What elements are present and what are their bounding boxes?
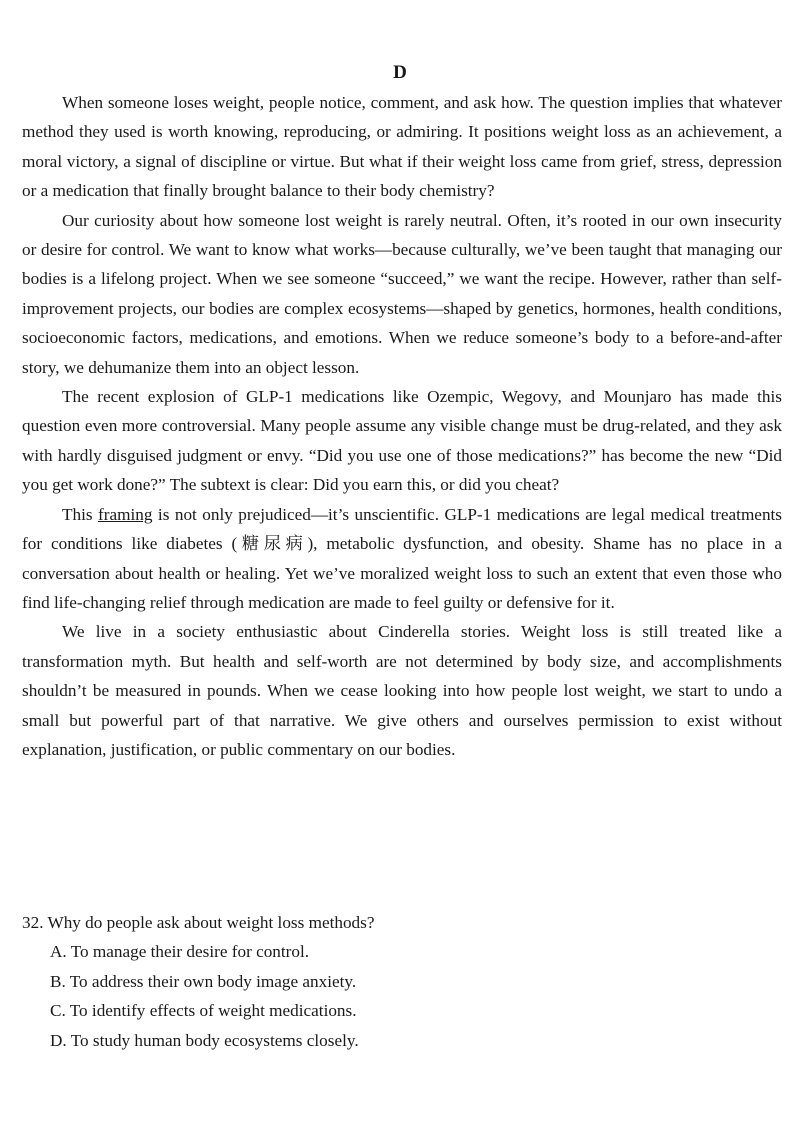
reading-passage	[22, 88, 782, 764]
passage-paragraph-4	[22, 500, 782, 618]
option-d[interactable]: D. To study human body ecosystems closely.	[50, 1030, 359, 1050]
section-heading: D	[393, 62, 407, 83]
passage-paragraph-5: We live in a society enthusiastic about Cinderella stories. Weight loss is still treated like a transformation myth. But health and self-worth are not determined by body size, and accomplishments shouldn’t be measured in pounds. When we cease looking into how people lost weight, we start to undo a small but powerful part of that narrative. We give others and ourselves permission to exist without explanation, justification, or public commentary on our bodies.	[22, 622, 782, 759]
passage-paragraph-1: When someone loses weight, people notice, comment, and ask how. The question implies that whatever method they used is worth knowing, reproducing, or admiring. It positions weight loss as an achievement, a moral victory, a signal of discipline or virtue. But what if their weight loss came from grief, stress, depression or a medication that finally brought balance to their body chemistry?	[22, 93, 782, 201]
paragraph-4-lead: This	[62, 504, 99, 524]
passage-paragraph-3: The recent explosion of GLP-1 medications like Ozempic, Wegovy, and Mounjaro has made this question even more controversial. Many people assume any visible change must be drug-related, and they ask with hardly disguised judgment or envy. “Did you use one of those medications?” has become the new “Did you get work done?” The subtext is clear: Did you earn this, or did you cheat?	[22, 387, 782, 495]
paragraph-4-rest: is not only prejudiced—it’s unscientific. GLP-1 medications are legal medical treatments for conditions like diabetes (糖尿病), metabolic dysfunction, and obesity. Shame has no place in a conversation about health or healing. Yet we’ve moralized weight loss to such an extent that even those who find life-changing relief through medication are made to feel guilty or defensive for it.	[22, 504, 782, 612]
passage-paragraph-2: Our curiosity about how someone lost weight is rarely neutral. Often, it’s rooted in our own insecurity or desire for control. We want to know what works—because culturally, we’ve been taught that managing our bodies is a lifelong project. When we see someone “succeed,” we want the recipe. However, rather than self-improvement projects, our bodies are complex ecosystems—shaped by genetics, hormones, health conditions, socioeconomic factors, medications, and emotions. When we reduce someone’s body to a before-and-after story, we dehumanize them into an object lesson.	[22, 210, 782, 377]
option-a[interactable]: A. To manage their desire for control.	[50, 942, 310, 962]
question-stem: 32. Why do people ask about weight loss methods?	[22, 913, 375, 932]
answer-options	[22, 937, 782, 1055]
option-b[interactable]: B. To address their own body image anxiety.	[50, 971, 357, 991]
option-c[interactable]: C. To identify effects of weight medications.	[50, 1001, 357, 1021]
underlined-word-framing: framing	[98, 504, 153, 524]
question-32	[22, 908, 782, 1055]
